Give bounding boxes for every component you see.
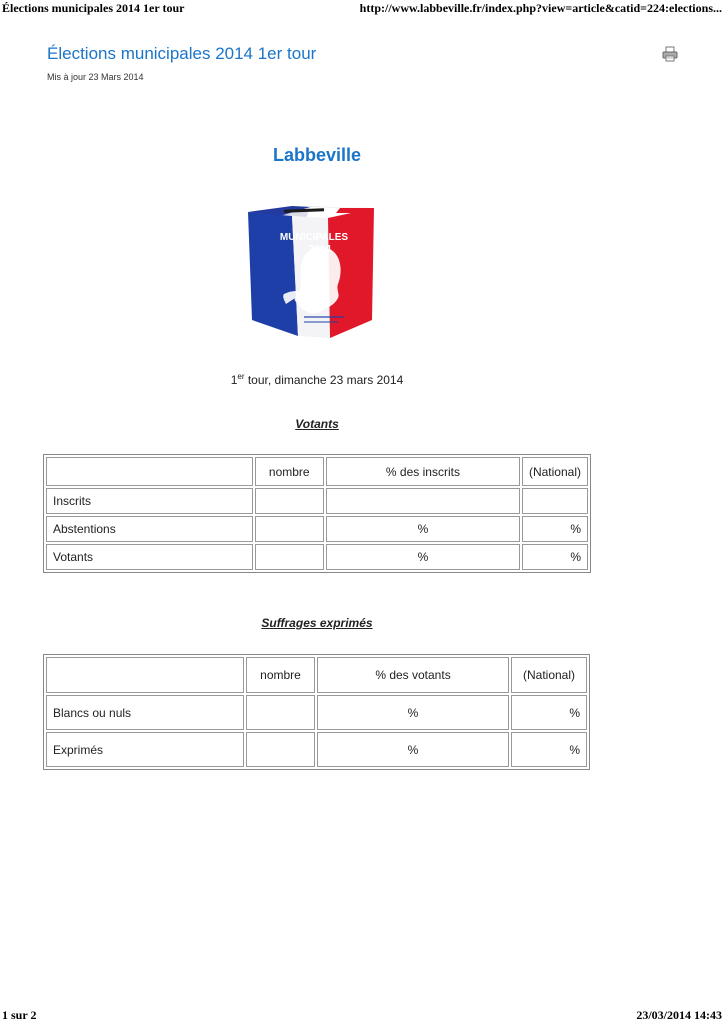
table-row: [46, 695, 587, 730]
row-label: Votants: [46, 544, 253, 570]
cell-national: %: [522, 516, 588, 542]
header-empty-cell: [46, 657, 244, 693]
print-header-url: http://www.labbeville.fr/index.php?view=article&catid=224:elections...: [359, 1, 722, 15]
header-national: (National): [522, 457, 588, 486]
votants-title: Votants: [295, 417, 339, 431]
cell-national: [522, 488, 588, 514]
round-date: [0, 372, 634, 387]
round-number: 1: [230, 373, 238, 387]
cell-pct: %: [317, 695, 509, 730]
ballot-box-caption-line2: 2014: [308, 244, 332, 255]
cell-nombre: [255, 544, 324, 570]
table-row: [46, 516, 588, 542]
article-title[interactable]: Élections municipales 2014 1er tour: [47, 44, 317, 63]
page-number: 1 sur 2: [2, 1008, 37, 1022]
modified-date: Mis à jour 23 Mars 2014: [47, 72, 144, 82]
header-nombre: nombre: [246, 657, 315, 693]
table-row: [46, 732, 587, 767]
row-label: Inscrits: [46, 488, 253, 514]
cell-national: %: [511, 695, 587, 730]
ballot-box-image: [240, 198, 380, 348]
header-nombre: nombre: [255, 457, 324, 486]
cell-pct: [326, 488, 520, 514]
table-header-row: [46, 657, 587, 693]
cell-nombre: [246, 695, 315, 730]
print-header-title: Élections municipales 2014 1er tour: [2, 1, 185, 15]
header-national: (National): [511, 657, 587, 693]
cell-nombre: [246, 732, 315, 767]
town-name: Labbeville: [272, 145, 362, 165]
row-label: Abstentions: [46, 516, 253, 542]
votants-table: [43, 454, 591, 573]
print-datetime: 23/03/2014 14:43: [636, 1008, 722, 1022]
round-text: tour, dimanche 23 mars 2014: [244, 373, 404, 387]
table-header-row: [46, 457, 588, 486]
row-label: Exprimés: [46, 732, 244, 767]
table-row: [46, 488, 588, 514]
cell-pct: %: [326, 544, 520, 570]
cell-national: %: [511, 732, 587, 767]
cell-pct: %: [317, 732, 509, 767]
cell-nombre: [255, 488, 324, 514]
cell-national: %: [522, 544, 588, 570]
print-footer: [0, 1006, 724, 1024]
print-header: [0, 0, 724, 16]
row-label: Blancs ou nuls: [46, 695, 244, 730]
header-empty-cell: [46, 457, 253, 486]
table-row: [46, 544, 588, 570]
cell-pct: %: [326, 516, 520, 542]
round-suffix: er: [237, 372, 245, 381]
printer-icon[interactable]: [662, 46, 678, 62]
header-pct-inscrits: % des inscrits: [326, 457, 520, 486]
suffrages-title: Suffrages exprimés: [261, 616, 373, 630]
cell-nombre: [255, 516, 324, 542]
ballot-box-caption-line1: MUNICIPALES: [279, 232, 349, 243]
header-pct-votants: % des votants: [317, 657, 509, 693]
suffrages-table: [43, 654, 590, 770]
